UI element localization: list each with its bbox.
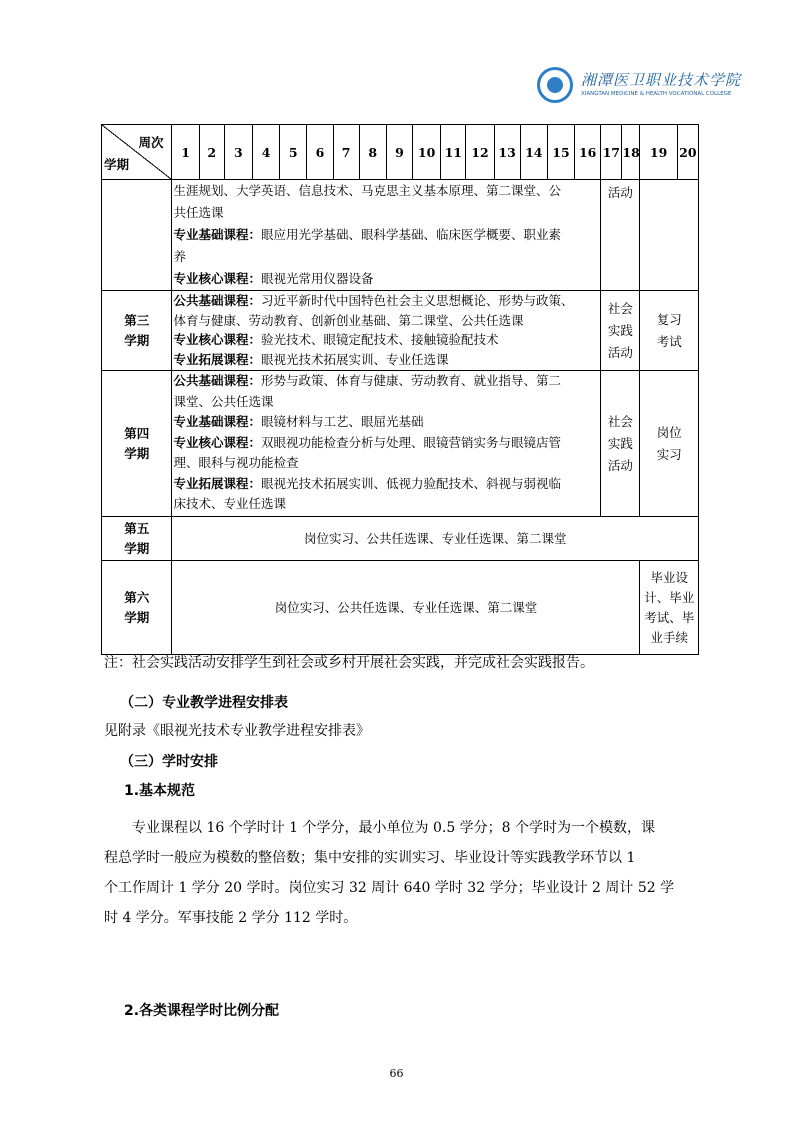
- week-header: 8: [359, 125, 386, 180]
- course-line: 共任选课: [173, 205, 224, 220]
- college-logo: [537, 67, 742, 107]
- week-header: 19: [640, 125, 677, 180]
- table-row: [102, 291, 699, 371]
- week-header: 11: [441, 125, 466, 180]
- paragraph-line: 个工作周计 1 学分 20 学时。岗位实习 32 周计 640 学时 32 学分；毕业设计 2 周计 52 学: [104, 880, 675, 896]
- diagonal-header-cell: [102, 125, 172, 180]
- college-name-en: XIANGTAN MEDICINE & HEALTH VOCATIONAL COLLEGE: [581, 91, 732, 97]
- course-list-cell: [172, 291, 601, 371]
- course-line: 专业核心课程：验光技术、眼镜定配技术、接触镜验配技术: [173, 332, 499, 347]
- practice-activity-cell: 社会实践活动: [601, 371, 640, 517]
- course-line: 专业拓展课程：眼视光技术拓展实训、专业任选课: [173, 351, 449, 367]
- course-line: 床技术、专业任选课: [173, 496, 286, 511]
- week-header: 9: [386, 125, 412, 180]
- table-header-row: [102, 125, 699, 180]
- exam-cell: 岗位实习: [640, 371, 699, 517]
- section-2-text: 见附录《眼视光技术专业教学进程安排表》: [104, 723, 370, 739]
- term-cell: 第六学期: [102, 561, 172, 655]
- course-list-cell: [172, 371, 601, 517]
- week-header: 5: [280, 125, 307, 180]
- college-emblem-icon: [537, 67, 573, 103]
- span-content-cell: 岗位实习、公共任选课、专业任选课、第二课堂: [172, 561, 640, 655]
- practice-activity-cell: 活动: [601, 180, 640, 291]
- paragraph-line: 专业课程以 16 个学时计 1 个学分，最小单位为 0.5 学分；8 个学时为一个模数，课: [132, 820, 656, 836]
- week-header: 20: [677, 125, 698, 180]
- week-header: 17: [601, 125, 622, 180]
- term-cell: 第五学期: [102, 517, 172, 561]
- header-week-label: 周次: [138, 135, 164, 150]
- week-header: 7: [333, 125, 359, 180]
- week-header: 12: [466, 125, 494, 180]
- table-row: [102, 561, 699, 655]
- week-header: 4: [252, 125, 279, 180]
- header-term-label: 学期: [104, 157, 130, 172]
- graduation-cell: 毕业设计、毕业考试、毕业手续: [640, 561, 699, 655]
- term-cell: [102, 180, 172, 291]
- paragraph-line: 程总学时一般应为模数的整倍数；集中安排的实训实习、毕业设计等实践教学环节以 1: [104, 850, 636, 866]
- week-header: 14: [520, 125, 547, 180]
- course-line: 专业核心课程：眼视光常用仪器设备: [173, 271, 374, 286]
- week-header: 16: [575, 125, 601, 180]
- course-line: 专业拓展课程：眼视光技术拓展实训、低视力验配技术、斜视与弱视临: [173, 475, 561, 491]
- section-3-title: （三）学时安排: [120, 754, 218, 770]
- subsection-2-title: 2.各类课程学时比例分配: [124, 1003, 280, 1019]
- table-row: [102, 180, 699, 291]
- practice-activity-cell: 社会实践活动: [601, 291, 640, 371]
- week-header: 6: [307, 125, 333, 180]
- course-line: 课堂、公共任选课: [173, 393, 274, 409]
- table-row: [102, 517, 699, 561]
- course-line: 体育与健康、劳动教育、创新创业基础、第二课堂、公共任选课: [173, 312, 524, 328]
- exam-cell: 复习考试: [640, 291, 699, 371]
- week-header: 1: [172, 125, 199, 180]
- course-line: 专业基础课程：眼镜材料与工艺、眼屈光基础: [173, 414, 424, 429]
- week-header: 18: [622, 125, 640, 180]
- table-note: 注：社会实践活动安排学生到社会或乡村开展社会实践，并完成社会实践报告。: [104, 655, 594, 671]
- exam-cell: [640, 180, 699, 291]
- page-number: 66: [389, 1067, 404, 1080]
- week-header: 2: [199, 125, 224, 180]
- course-line: 生涯规划、大学英语、信息技术、马克思主义基本原理、第二课堂、公: [173, 183, 561, 198]
- week-header: 13: [494, 125, 520, 180]
- span-content-cell: 岗位实习、公共任选课、专业任选课、第二课堂: [172, 517, 699, 561]
- week-header: 15: [547, 125, 574, 180]
- schedule-table: [101, 124, 699, 655]
- week-header: 10: [413, 125, 441, 180]
- course-line: 专业基础课程：眼应用光学基础、眼科学基础、临床医学概要、职业素: [173, 227, 561, 242]
- course-line: 理、眼科与视功能检查: [173, 455, 299, 470]
- course-line: 公共基础课程：习近平新时代中国特色社会主义思想概论、形势与政策、: [173, 293, 574, 308]
- week-header: 3: [224, 125, 252, 180]
- table-row: [102, 371, 699, 517]
- basic-rules-paragraph: [104, 813, 700, 933]
- course-line: 养: [173, 249, 186, 264]
- section-2-title: （二）专业教学进程安排表: [120, 695, 288, 711]
- course-list-cell: [172, 180, 601, 291]
- course-line: 专业核心课程：双眼视功能检查分析与处理、眼镜营销实务与眼镜店管: [173, 434, 561, 450]
- course-line: 公共基础课程：形势与政策、体育与健康、劳动教育、就业指导、第二: [173, 373, 561, 388]
- subsection-1-title: 1.基本规范: [124, 783, 196, 799]
- term-cell: 第三学期: [102, 291, 172, 371]
- term-cell: 第四学期: [102, 371, 172, 517]
- paragraph-line: 时 4 学分。军事技能 2 学分 112 学时。: [104, 910, 358, 926]
- college-name-cn: 湘潭医卫职业技术学院: [581, 71, 742, 89]
